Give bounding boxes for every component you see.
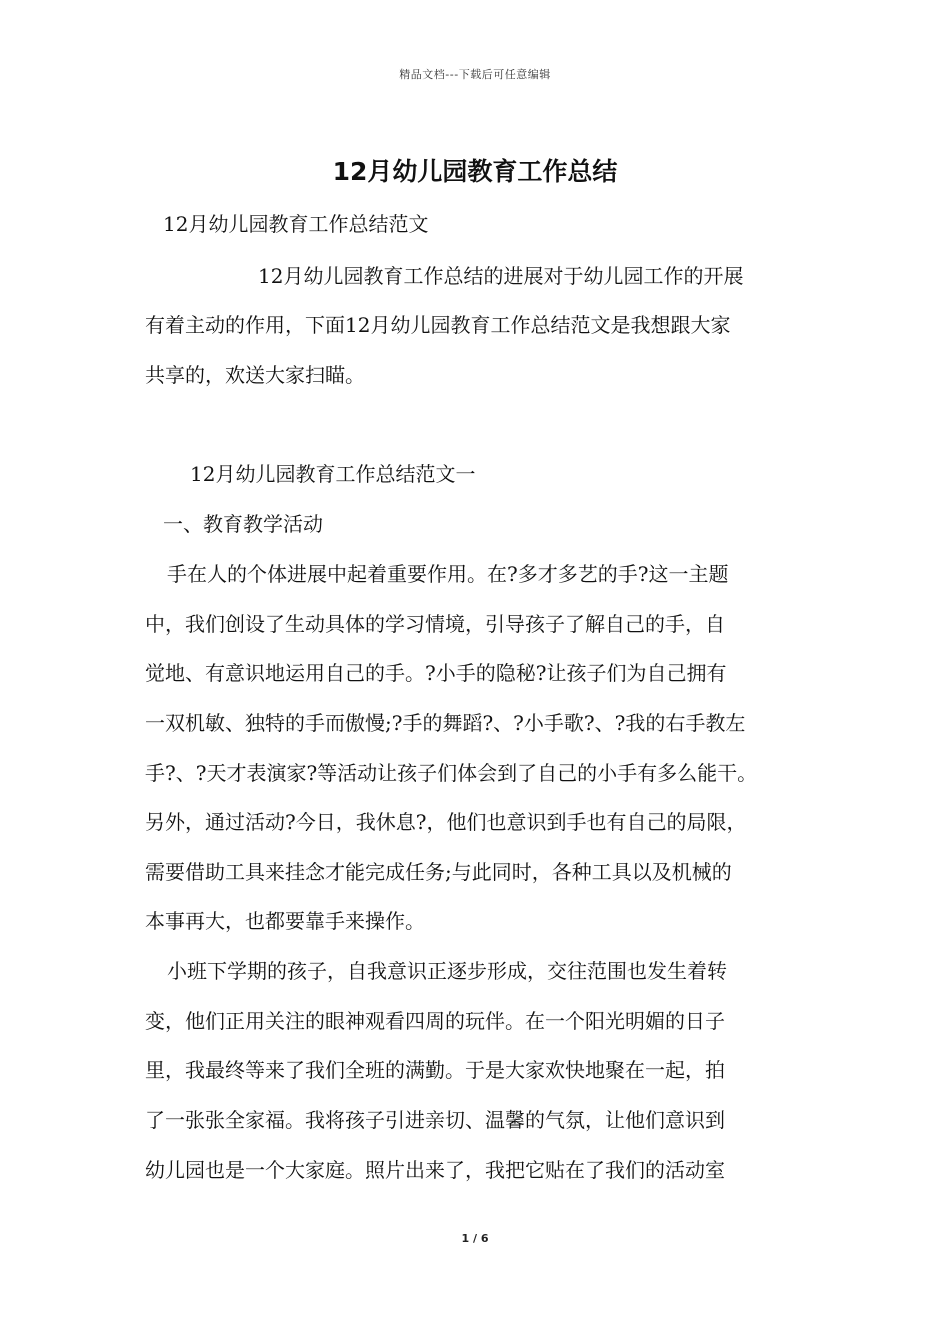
paragraph-line: 变，他们正用关注的眼神观看四周的玩伴。在一个阳光明媚的日子 — [145, 1009, 725, 1033]
paragraph-line: 觉地、有意识地运用自己的手。?小手的隐秘?让孩子们为自己拥有 — [145, 661, 727, 685]
intro-line: 有着主动的作用，下面12月幼儿园教育工作总结范文是我想跟大家 — [145, 313, 731, 337]
intro-line: 12月幼儿园教育工作总结的进展对于幼儿园工作的开展 — [258, 264, 744, 288]
paragraph-line: 手在人的个体进展中起着重要作用。在?多才多艺的手?这一主题 — [167, 562, 729, 586]
paragraph-line: 另外，通过活动?今日，我休息?，他们也意识到手也有自己的局限， — [145, 810, 747, 834]
paragraph-line: 幼儿园也是一个大家庭。照片出来了，我把它贴在了我们的活动室 — [145, 1158, 725, 1182]
document-title: 12月幼儿园教育工作总结 — [332, 157, 618, 186]
section-heading: 12月幼儿园教育工作总结范文一 — [190, 462, 476, 486]
paragraph-line: 小班下学期的孩子，自我意识正逐步形成，交往范围也发生着转 — [167, 959, 727, 983]
document-subtitle: 12月幼儿园教育工作总结范文 — [163, 212, 429, 236]
paragraph-line: 一双机敏、独特的手而傲慢;?手的舞蹈?、?小手歌?、?我的右手教左 — [145, 711, 746, 735]
paragraph-line: 本事再大，也都要靠手来操作。 — [145, 909, 425, 933]
paragraph-line: 了一张张全家福。我将孩子引进亲切、温馨的气氛，让他们意识到 — [145, 1108, 725, 1132]
paragraph-line: 里，我最终等来了我们全班的满勤。于是大家欢快地聚在一起，拍 — [145, 1058, 725, 1082]
paragraph-line: 需要借助工具来挂念才能完成任务;与此同时，各种工具以及机械的 — [145, 860, 732, 884]
page-number: 1 / 6 — [461, 1232, 489, 1245]
paragraph-line: 手?、?天才表演家?等活动让孩子们体会到了自己的小手有多么能干。 — [145, 761, 758, 785]
intro-line: 共享的，欢送大家扫瞄。 — [145, 363, 365, 387]
header-note: 精品文档---下载后可任意编辑 — [399, 68, 551, 81]
subsection-heading: 一、教育教学活动 — [163, 512, 323, 536]
paragraph-line: 中，我们创设了生动具体的学习情境，引导孩子了解自己的手，自 — [145, 612, 725, 636]
